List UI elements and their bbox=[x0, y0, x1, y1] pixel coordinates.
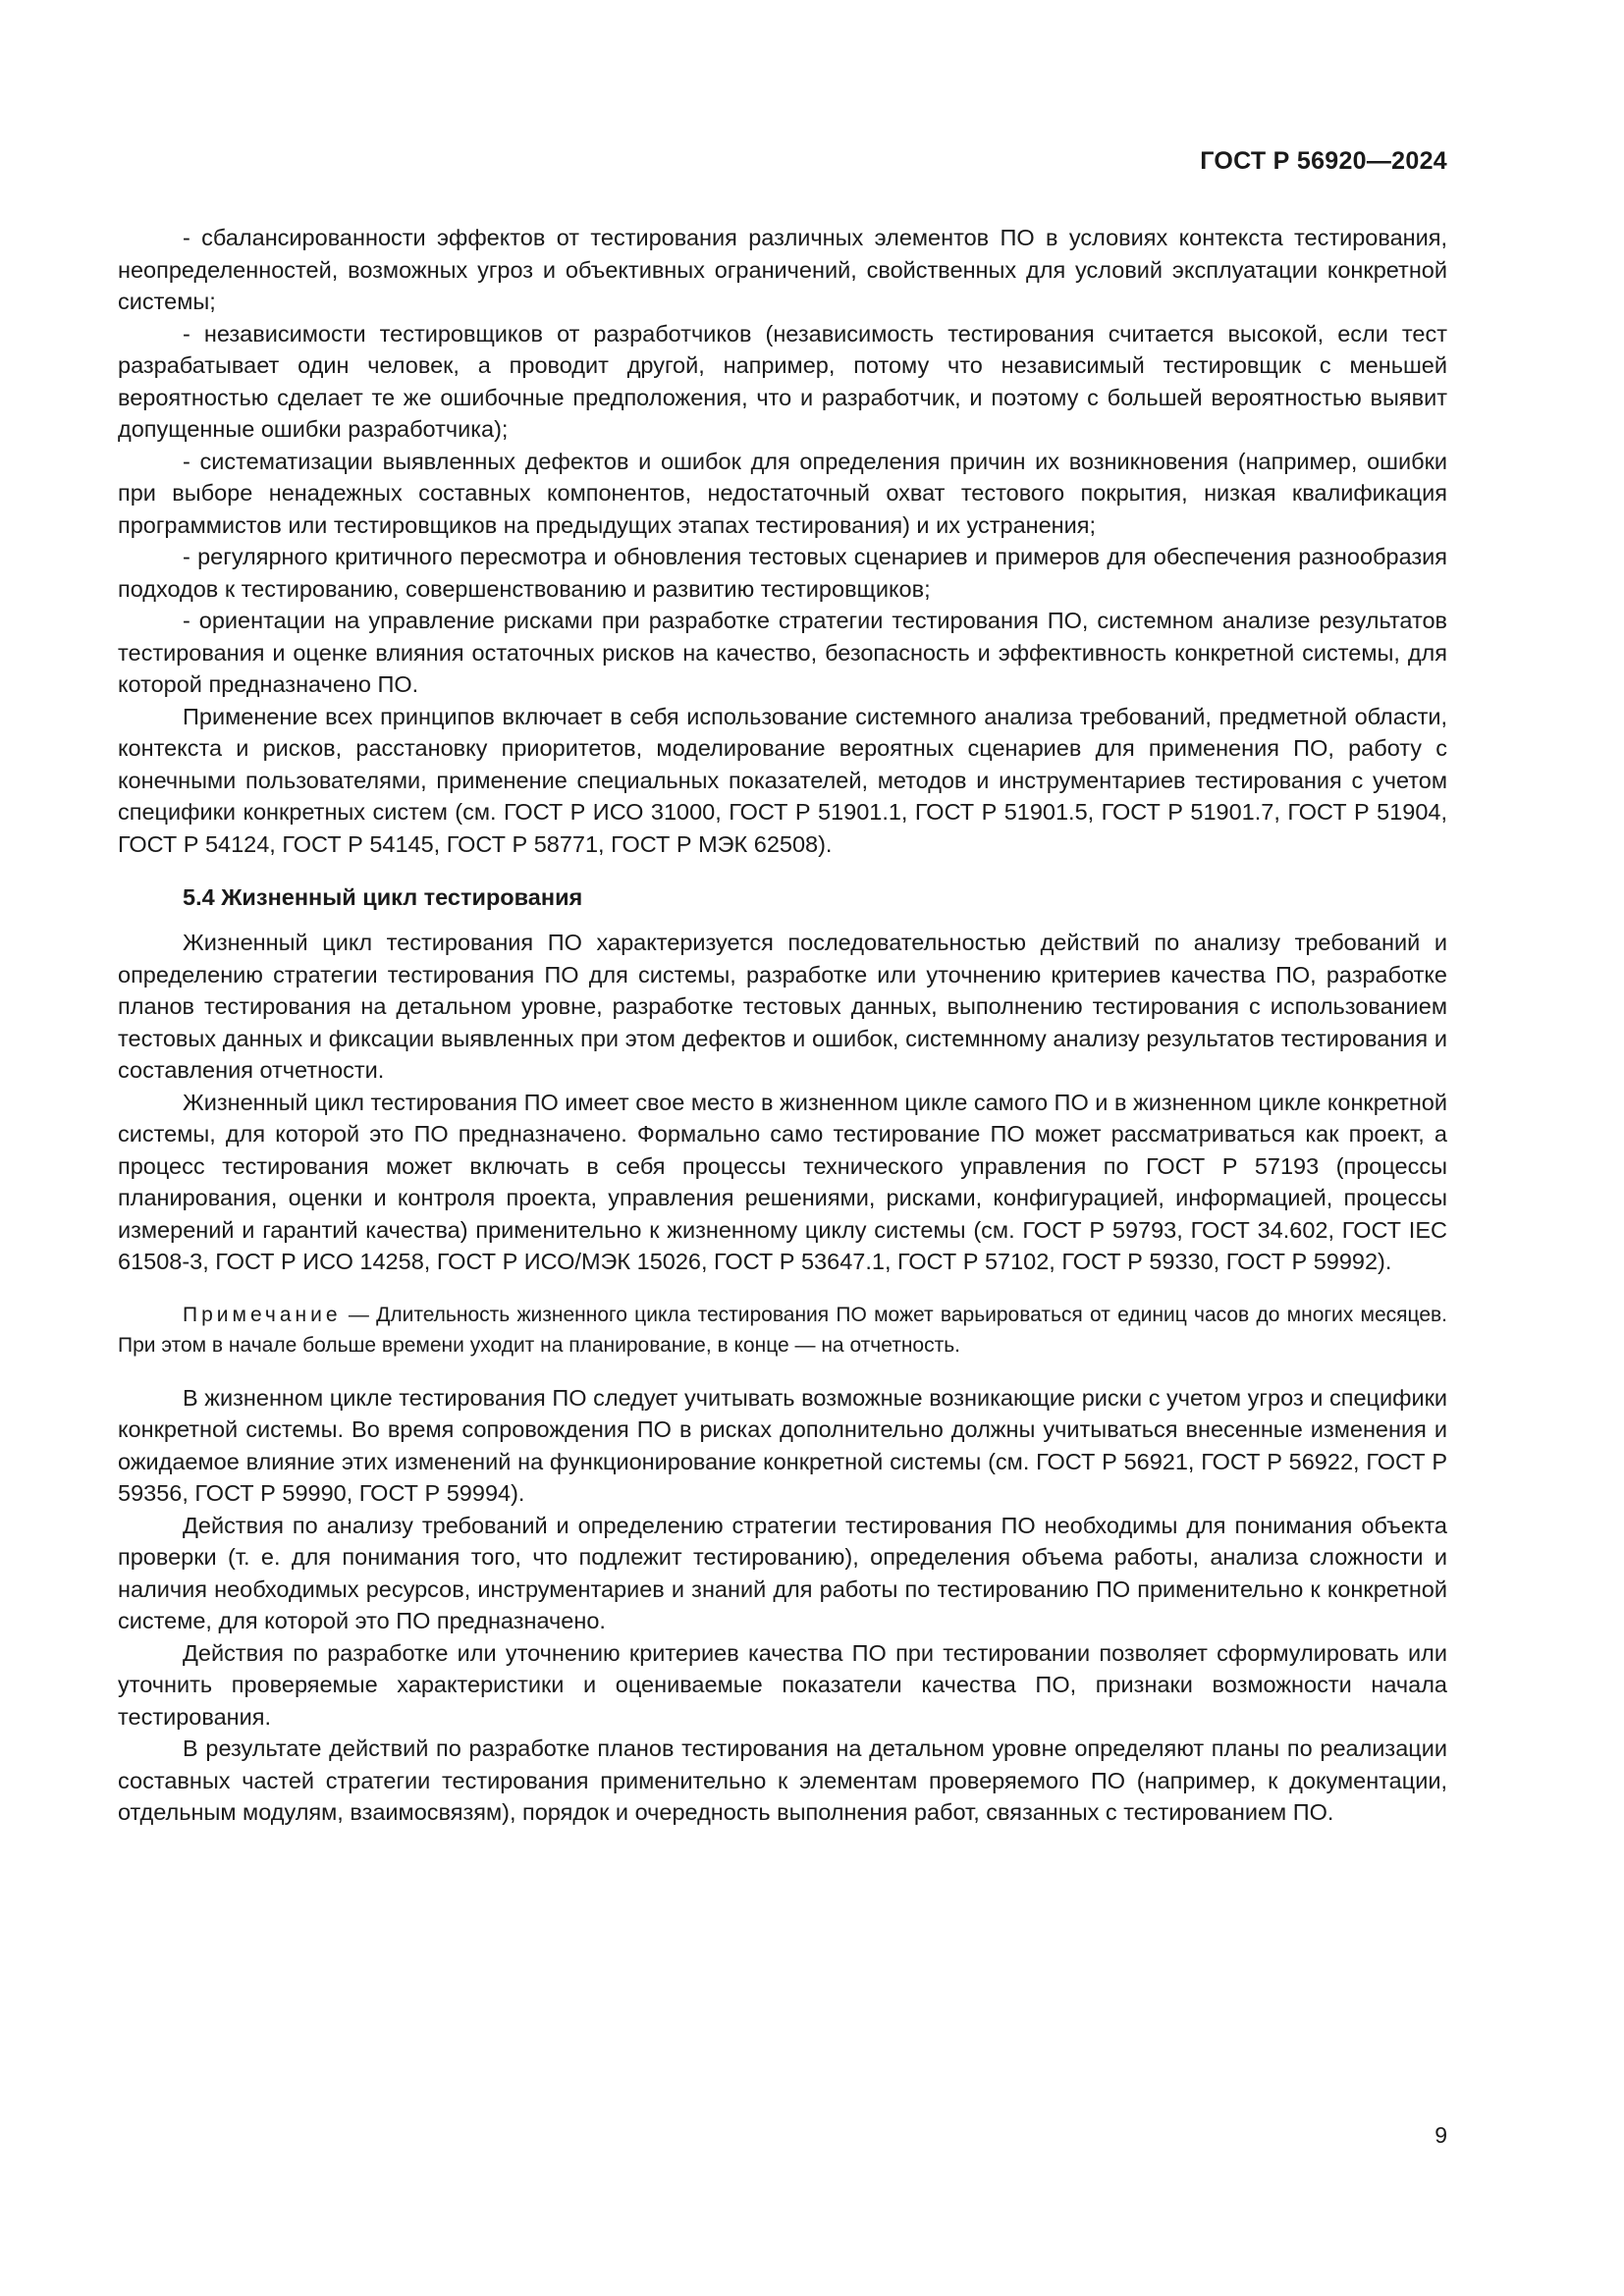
paragraph-principles: Применение всех принципов включает в себя использование системного анализа требований, предметной области, контекста и рисков, расстановку приоритетов, моделирование вероятных сценариев для применения ПО, работу с конечными пользователями, применение специальных показателей, методов и инструментариев тестирования с учетом специфики конкретных систем (см. ГОСТ Р ИСО 31000, ГОСТ Р 51901.1, ГОСТ Р 51901.5, ГОСТ Р 51901.7, ГОСТ Р 51904, ГОСТ Р 54124, ГОСТ Р 54145, ГОСТ Р 58771, ГОСТ Р МЭК 62508). bbox=[118, 703, 1447, 857]
paragraph: Действия по анализу требований и определению стратегии тестирования ПО необходимы для понимания объекта проверки (т. е. для понимания того, что подлежит тестированию), определения объема работы, анализа сложности и наличия необходимых ресурсов, инструментариев и знаний для работы по тестированию ПО применительно к конкретной системе, для которой это ПО предназначено. bbox=[118, 1512, 1447, 1633]
note-block bbox=[118, 1300, 1447, 1361]
list-item: - независимости тестировщиков от разработчиков (независимость тестирования считается высокой, если тест разрабатывает один человек, а проводит другой, например, потому что независимый тестировщик с меньшей вероятностью сделает те же ошибочные предположения, что и разработчик, и поэтому с большей вероятностью выявит допущенные ошибки разработчика); bbox=[118, 320, 1447, 442]
document-body bbox=[118, 222, 1447, 1829]
note-text: — Длительность жизненного цикла тестирования ПО может варьироваться от единиц часов до многих месяцев. При этом в начале больше времени уходит на планирование, в конце — на отчетность. bbox=[118, 1303, 1447, 1357]
paragraph: Жизненный цикл тестирования ПО имеет свое место в жизненном цикле самого ПО и в жизненном цикле конкретной системы, для которой это ПО предназначено. Формально само тестирование ПО может рассматриваться как проект, а процесс тестирования может включать в себя процессы технического управления по ГОСТ Р 57193 (процессы планирования, оценки и контроля проекта, управления решениями, рисками, конфигурацией, информацией, процессы измерений и гарантий качества) применительно к жизненному циклу системы (см. ГОСТ Р 59793, ГОСТ 34.602, ГОСТ IEC 61508-3, ГОСТ Р ИСО 14258, ГОСТ Р ИСО/МЭК 15026, ГОСТ Р 53647.1, ГОСТ Р 57102, ГОСТ Р 59330, ГОСТ Р 59992). bbox=[118, 1089, 1447, 1274]
list-item: - ориентации на управление рисками при разработке стратегии тестирования ПО, системном анализе результатов тестирования и оценке влияния остаточных рисков на качество, безопасность и эффективность конкретной системы, для которой предназначено ПО. bbox=[118, 608, 1447, 697]
page-number: 9 bbox=[1435, 2122, 1447, 2148]
paragraph: В жизненном цикле тестирования ПО следует учитывать возможные возникающие риски с учетом угроз и специфики конкретной системы. Во время сопровождения ПО в рисках дополнительно должны учитываться внесенные изменения и ожидаемое влияние этих изменений на функционирование конкретной системы (см. ГОСТ Р 56921, ГОСТ Р 56922, ГОСТ Р 59356, ГОСТ Р 59990, ГОСТ Р 59994). bbox=[118, 1384, 1447, 1506]
paragraph: Жизненный цикл тестирования ПО характеризуется последовательностью действий по анализу требований и определению стратегии тестирования ПО для системы, разработке или уточнению критериев качества ПО, разработке планов тестирования на детальном уровне, разработке тестовых данных, выполнению тестирования с использованием тестовых данных и фиксации выявленных при этом дефектов и ошибок, системнному анализу результатов тестирования и составления отчетности. bbox=[118, 930, 1447, 1083]
list-item: - регулярного критичного пересмотра и обновления тестовых сценариев и примеров для обеспечения разнообразия подходов к тестированию, совершенствованию и развитию тестировщиков; bbox=[118, 544, 1447, 602]
list-item: - сбалансированности эффектов от тестирования различных элементов ПО в условиях контекста тестирования, неопределенностей, возможных угроз и объективных ограничений, свойственных для условий эксплуатации конкретной системы; bbox=[118, 225, 1447, 314]
document-header-id: ГОСТ Р 56920—2024 bbox=[1200, 147, 1447, 175]
paragraph: В результате действий по разработке планов тестирования на детальном уровне определяют планы по реализации составных частей стратегии тестирования применительно к элементам проверяемого ПО (например, к документации, отдельным модулям, взаимосвязям), порядок и очередность выполнения работ, связанных с тестированием ПО. bbox=[118, 1735, 1447, 1825]
list-item: - систематизации выявленных дефектов и ошибок для определения причин их возникновения (например, ошибки при выборе ненадежных составных компонентов, недостаточный охват тестового покрытия, низкая квалификация программистов или тестировщиков на предыдущих этапах тестирования) и их устранения; bbox=[118, 448, 1447, 538]
note-label: Примечание bbox=[183, 1303, 342, 1326]
paragraph: Действия по разработке или уточнению критериев качества ПО при тестировании позволяет сформулировать или уточнить проверяемые характеристики и оцениваемые показатели качества ПО, признаки возможности начала тестирования. bbox=[118, 1639, 1447, 1730]
section-title: 5.4 Жизненный цикл тестирования bbox=[183, 884, 583, 910]
